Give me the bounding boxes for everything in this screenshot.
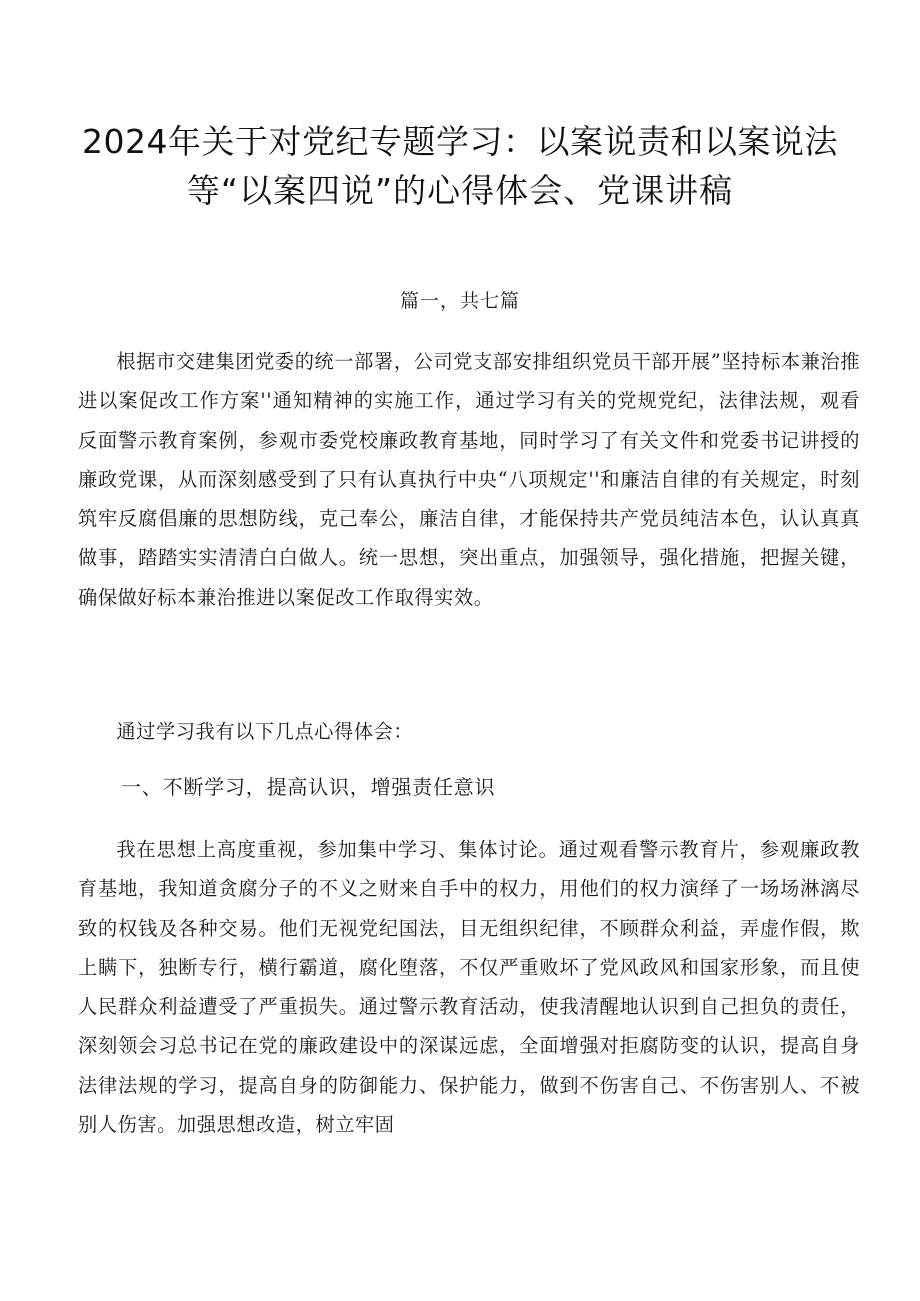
document-title-line-2: 等“以案四说”的心得体会、党课讲稿 xyxy=(186,171,734,210)
section-heading: 一、不断学习，提高认识，增强责任意识 xyxy=(121,775,496,799)
section-subtitle: 篇一，共七篇 xyxy=(399,290,520,312)
document-title-line-1: 2024年关于对党纪专题学习：以案说责和以案说法 xyxy=(82,122,838,161)
body-paragraph: 根据市交建集团党委的统一部署，公司党支部安排组织党员干部开展”坚持标本兼治推进以案促改工作方案''通知精神的实施工作，通过学习有关的党规党纪，法律法规，观看反面警示教育案例，参观市委党校廉政教育基地，同时学习了有关文件和党委书记讲授的廉政党课，从而深刻感受到了只有认真执行中央“八项规定''和廉洁自律的有关规定，时刻筑牢反腐倡廉的思想防线，克己奉公，廉洁自律，才能保持共产党员纯洁本色，认认真真做事，踏踏实实清清白白做人。统一思想，突出重点，加强领导，强化措施，把握关键，确保做好标本兼治推进以案促改工作取得实效。 xyxy=(78,350,860,609)
body-paragraph: 通过学习我有以下几点心得体会： xyxy=(116,720,414,743)
body-paragraph: 我在思想上高度重视，参加集中学习、集体讨论。通过观看警示教育片，参观廉政教育基地，我知道贪腐分子的不义之财来自手中的权力，用他们的权力演绎了一场场淋漓尽致的权钱及各种交易。他们无视党纪国法，目无组织纪律，不顾群众利益，弄虚作假，欺上瞒下，独断专行，横行霸道，腐化堕落，不仅严重败坏了党风政风和国家形象，而且使人民群众利益遭受了严重损失。通过警示教育活动，使我清醒地认识到自己担负的责任，深刻领会习总书记在党的廉政建设中的深谋远虑，全面增强对拒腐防变的认识，提高自身法律法规的学习，提高自身的防御能力、保护能力，做到不伤害自己、不伤害别人、不被别人伤害。加强思想改造，树立牢固 xyxy=(78,838,860,1137)
